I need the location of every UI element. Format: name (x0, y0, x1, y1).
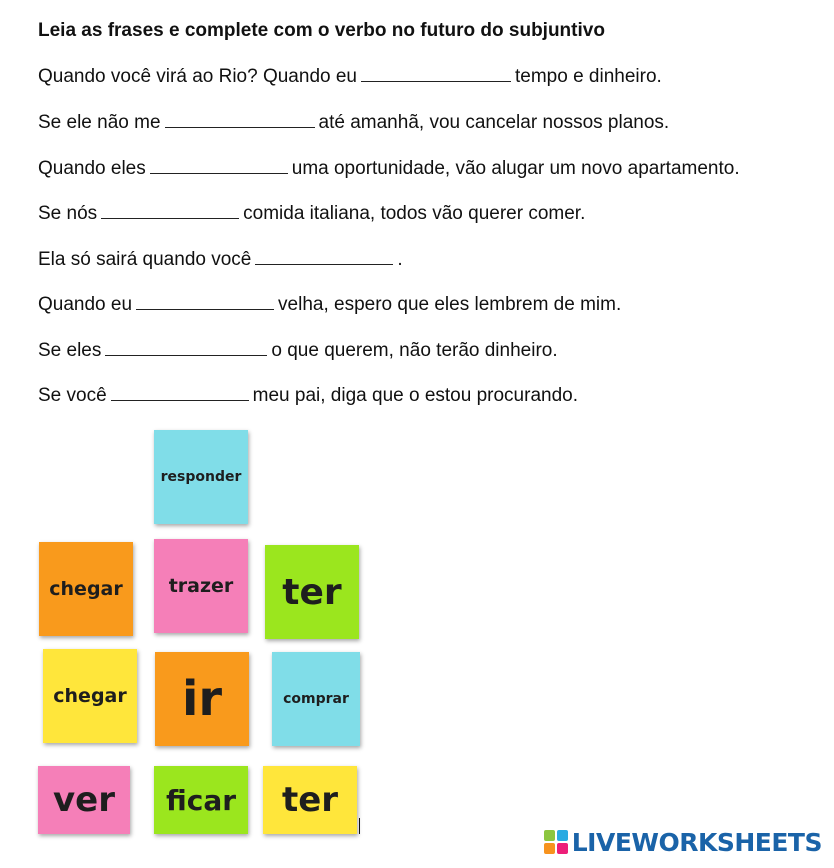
sentence-text-before: Quando eles (38, 158, 146, 179)
sentence-text-before: Quando eu (38, 294, 133, 315)
sentence-6 (38, 294, 621, 316)
text-cursor (359, 818, 360, 834)
answer-blank-4[interactable] (101, 204, 239, 219)
sentence-text-after: velha, espero que eles lembrem de mim. (278, 294, 622, 315)
answer-blank-1[interactable] (361, 67, 511, 82)
sentence-text-before: Se você (38, 385, 107, 406)
sentence-text-after: o que querem, não terão dinheiro. (271, 340, 558, 361)
sentence-3 (38, 158, 740, 180)
sentence-2 (38, 112, 669, 134)
answer-blank-6[interactable] (136, 295, 274, 310)
sentence-text-before: Se nós (38, 203, 98, 224)
answer-blank-3[interactable] (150, 159, 288, 174)
answer-blank-2[interactable] (165, 113, 315, 128)
sentence-text-before: Quando você virá ao Rio? Quando eu (38, 66, 357, 87)
sentence-text-before: Se eles (38, 340, 102, 361)
word-card-ter-10[interactable]: ter (263, 766, 357, 834)
brand-logo (544, 826, 822, 858)
sentence-text-before: Ela só sairá quando você (38, 249, 252, 270)
brand-name: LIVEWORKSHEETS (571, 827, 822, 857)
worksheet-title: Leia as frases e complete com o verbo no futuro do subjuntivo (38, 20, 605, 41)
word-card-ter-4[interactable]: ter (265, 545, 359, 639)
sentence-8 (38, 385, 578, 407)
word-card-ir-6[interactable]: ir (155, 652, 249, 746)
sentence-5 (38, 249, 403, 271)
word-card-chegar-5[interactable]: chegar (43, 649, 137, 743)
sentence-1 (38, 66, 662, 88)
sentence-text-after: meu pai, diga que o estou procurando. (252, 385, 578, 406)
answer-blank-8[interactable] (111, 386, 249, 401)
word-card-chegar-2[interactable]: chegar (39, 542, 133, 636)
word-card-responder-1[interactable]: responder (154, 430, 248, 524)
word-card-comprar-7[interactable]: comprar (272, 652, 360, 746)
sentence-7 (38, 340, 558, 362)
sentence-text-before: Se ele não me (38, 112, 161, 133)
word-card-ficar-9[interactable]: ficar (154, 766, 248, 834)
sentence-text-after: comida italiana, todos vão querer comer. (243, 203, 586, 224)
sentence-4 (38, 203, 585, 225)
sentence-text-after: até amanhã, vou cancelar nossos planos. (318, 112, 670, 133)
answer-blank-5[interactable] (255, 250, 393, 265)
word-card-trazer-3[interactable]: trazer (154, 539, 248, 633)
sentence-text-after: . (397, 249, 403, 270)
sentence-text-after: uma oportunidade, vão alugar um novo apartamento. (291, 158, 740, 179)
sentence-text-after: tempo e dinheiro. (515, 66, 662, 87)
liveworksheets-logo-icon (544, 830, 568, 854)
word-card-ver-8[interactable]: ver (38, 766, 130, 834)
answer-blank-7[interactable] (105, 341, 267, 356)
